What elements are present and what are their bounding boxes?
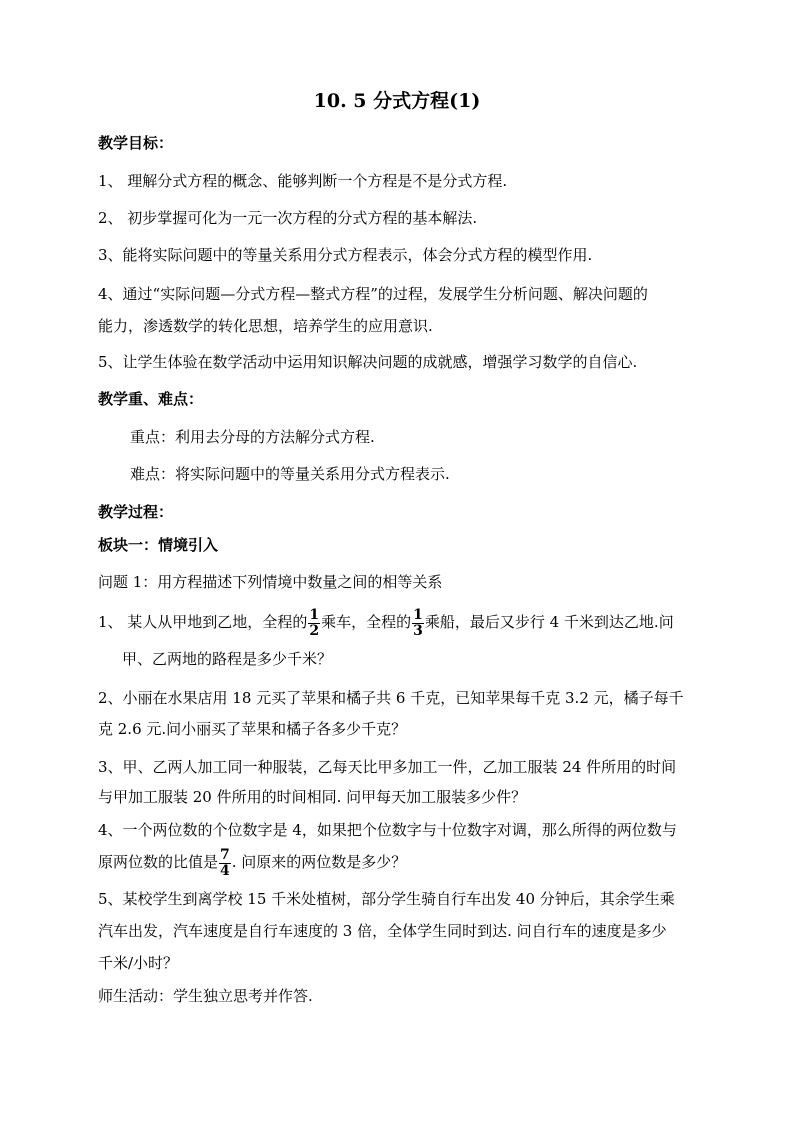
- fraction-numerator: 1: [413, 606, 423, 623]
- goal-1: 1、 理解分式方程的概念、能够判断一个方程是不是分式方程.: [98, 172, 508, 190]
- item-5-line-1: 5、某校学生到离学校 15 千米处植树，部分学生骑自行车出发 40 分钟后，其余学生乘: [98, 890, 675, 908]
- goal-5: 5、让学生体验在数学活动中运用知识解决问题的成就感，增强学习数学的自信心.: [98, 353, 638, 371]
- item-4-text-b: . 问原来的两位数是多少？: [231, 853, 407, 871]
- fraction-denominator: 4: [220, 862, 230, 879]
- item-1-text-c: 乘船，最后又步行 4 千米到达乙地.问: [424, 613, 674, 631]
- difficulty-text: 难点：将实际问题中的等量关系用分式方程表示.: [130, 465, 450, 483]
- fraction-denominator: 3: [413, 622, 423, 639]
- question-1: 问题 1：用方程描述下列情境中数量之间的相等关系: [98, 573, 443, 591]
- goal-3: 3、能将实际问题中的等量关系用分式方程表示，体会分式方程的模型作用.: [98, 246, 593, 264]
- item-1-text-a: 1、 某人从甲地到乙地，全程的: [98, 613, 308, 631]
- item-1-line-2: 甲、乙两地的路程是多少千米？: [122, 650, 333, 668]
- goals-heading: 教学目标：: [98, 134, 174, 152]
- fraction-one-third: [412, 608, 424, 639]
- item-5-line-2: 汽车出发，汽车速度是自行车速度的 3 倍，全体学生同时到达. 问自行车的速度是多少: [98, 922, 667, 940]
- item-4-line-2: [98, 844, 702, 880]
- keypoints-heading: 教学重、难点：: [98, 390, 204, 408]
- process-heading: 教学过程：: [98, 503, 174, 521]
- fraction-numerator: 1: [309, 606, 320, 623]
- goal-4-line-1: 4、通过“实际问题—分式方程—整式方程”的过程，发展学生分析问题、解决问题的: [98, 285, 648, 303]
- item-1-line-1: [98, 604, 702, 640]
- item-4-text-a: 原两位数的比值是: [98, 853, 219, 871]
- fraction-seven-fourths: [219, 848, 231, 879]
- keypoint-text: 重点：利用去分母的方法解分式方程.: [130, 428, 375, 446]
- item-2-line-2: 克 2.6 元.问小丽买了苹果和橘子各多少千克？: [98, 720, 407, 738]
- goal-4-line-2: 能力，渗透数学的转化思想，培养学生的应用意识.: [98, 317, 433, 335]
- goal-2: 2、 初步掌握可化为一元一次方程的分式方程的基本解法.: [98, 209, 478, 227]
- item-5-line-3: 千米/小时？: [98, 954, 179, 972]
- section1-heading: 板块一：情境引入: [98, 536, 219, 554]
- fraction-one-half: [308, 608, 320, 639]
- fraction-denominator: 2: [309, 622, 320, 639]
- item-4-line-1: 4、一个两位数的个位数字是 4，如果把个位数字与十位数字对调，那么所得的两位数与: [98, 821, 677, 839]
- document-title: 10. 5 分式方程(1): [313, 90, 481, 112]
- item-3-line-1: 3、甲、乙两人加工同一种服装，乙每天比甲多加工一件，乙加工服装 24 件所用的时间: [98, 758, 677, 776]
- item-2-line-1: 2、小丽在水果店用 18 元买了苹果和橘子共 6 千克，已知苹果每千克 3.2 元，橘子每千: [98, 689, 684, 707]
- fraction-numerator: 7: [220, 846, 230, 863]
- item-1-text-b: 乘车，全程的: [321, 613, 412, 631]
- item-3-line-2: 与甲加工服装 20 件所用的时间相同. 问甲每天加工服装多少件？: [98, 788, 527, 806]
- teacher-student-activity: 师生活动：学生独立思考并作答.: [98, 987, 313, 1005]
